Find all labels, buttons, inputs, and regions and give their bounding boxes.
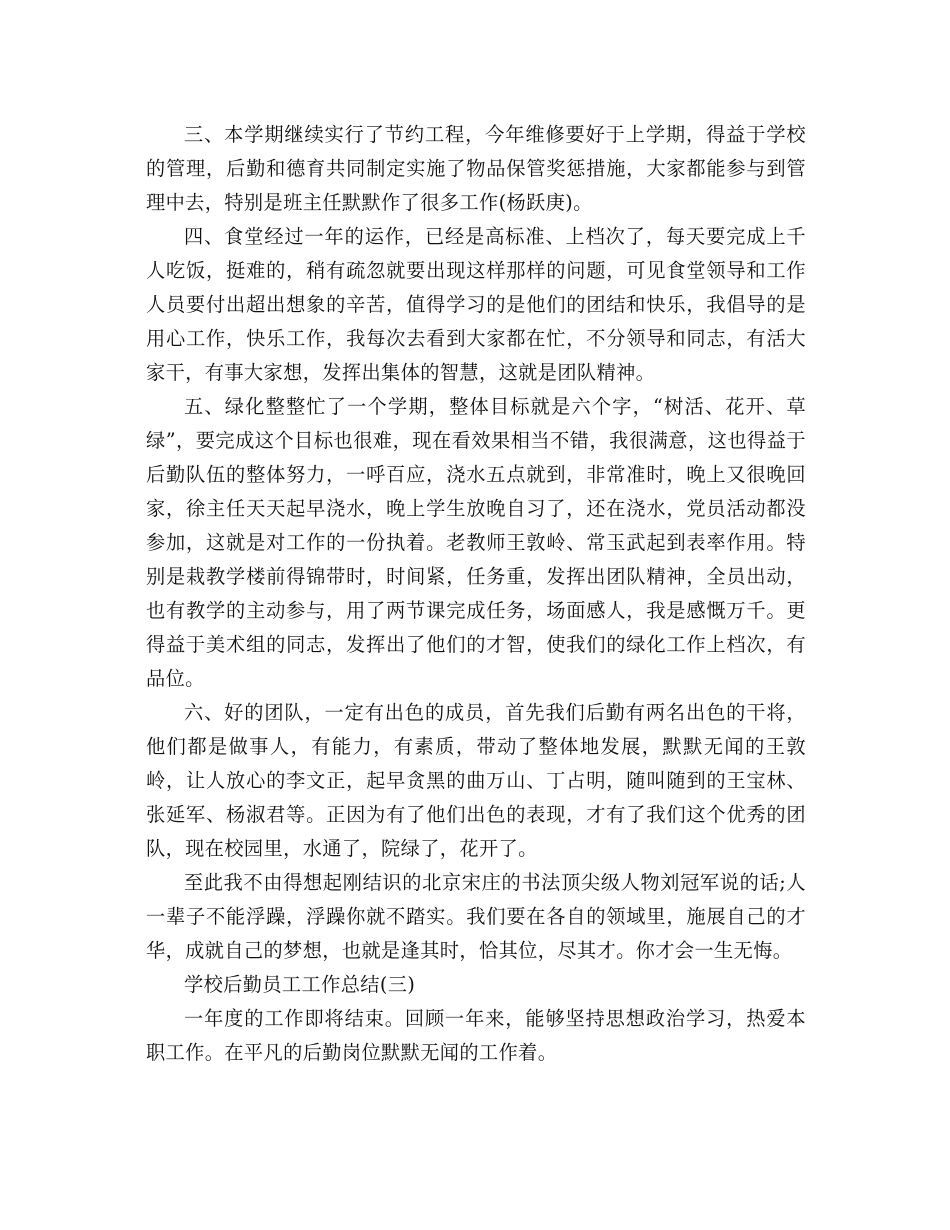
paragraph-greening: 五、绿化整整忙了一个学期，整体目标就是六个字，“树活、花开、草绿”，要完成这个目标也很难，现在看效果相当不错，我很满意，这也得益于后勤队伍的整体努力，一呼百应，浇水五点就到，非常准时，晚上又很晚回家，徐主任天天起早浇水，晚上学生放晚自习了，还在浇水，党员活动都没参加，这就是对工作的一份执着。老教师王敦岭、常玉武起到表率作用。特别是栽教学楼前得锦带时，时间紧，任务重，发挥出团队精神，全员出动，也有教学的主动参与，用了两节课完成任务，场面感人，我是感慨万千。更得益于美术组的同志，发挥出了他们的才智，使我们的绿化工作上档次，有品位。 <box>146 395 806 690</box>
paragraph-frugality-project: 三、本学期继续实行了节约工程，今年维修要好于上学期，得益于学校的管理，后勤和德育共同制定实施了物品保管奖惩措施，大家都能参与到管理中去，特别是班主任默默作了很多工作(杨跃庚)。 <box>146 123 806 214</box>
paragraph-reflection: 至此我不由得想起刚结识的北京宋庄的书法顶尖级人物刘冠军说的话;人一辈子不能浮躁，浮躁你就不踏实。我们要在各自的领域里，施展自己的才华，成就自己的梦想，也就是逢其时，恰其位，尽其才。你才会一生无悔。 <box>146 871 806 962</box>
paragraph-year-review: 一年度的工作即将结束。回顾一年来，能够坚持思想政治学习，热爱本职工作。在平凡的后勤岗位默默无闻的工作着。 <box>146 1007 806 1064</box>
paragraph-team-members: 六、好的团队，一定有出色的成员，首先我们后勤有两名出色的干将，他们都是做事人，有能力，有素质，带动了整体地发展，默默无闻的王敦岭，让人放心的李文正，起早贪黑的曲万山、丁占明，随叫随到的王宝林、张延军、杨淑君等。正因为有了他们出色的表现，才有了我们这个优秀的团队，现在校园里，水通了，院绿了，花开了。 <box>146 701 806 860</box>
paragraph-canteen: 四、食堂经过一年的运作，已经是高标准、上档次了，每天要完成上千人吃饭，挺难的，稍有疏忽就要出现这样那样的问题，可见食堂领导和工作人员要付出超出想象的辛苦，值得学习的是他们的团结和快乐，我倡导的是用心工作，快乐工作，我每次去看到大家都在忙，不分领导和同志，有活大家干，有事大家想，发挥出集体的智慧，这就是团队精神。 <box>146 225 806 384</box>
document-body <box>146 118 806 1070</box>
section-heading: 学校后勤员工工作总结(三) <box>184 973 416 996</box>
